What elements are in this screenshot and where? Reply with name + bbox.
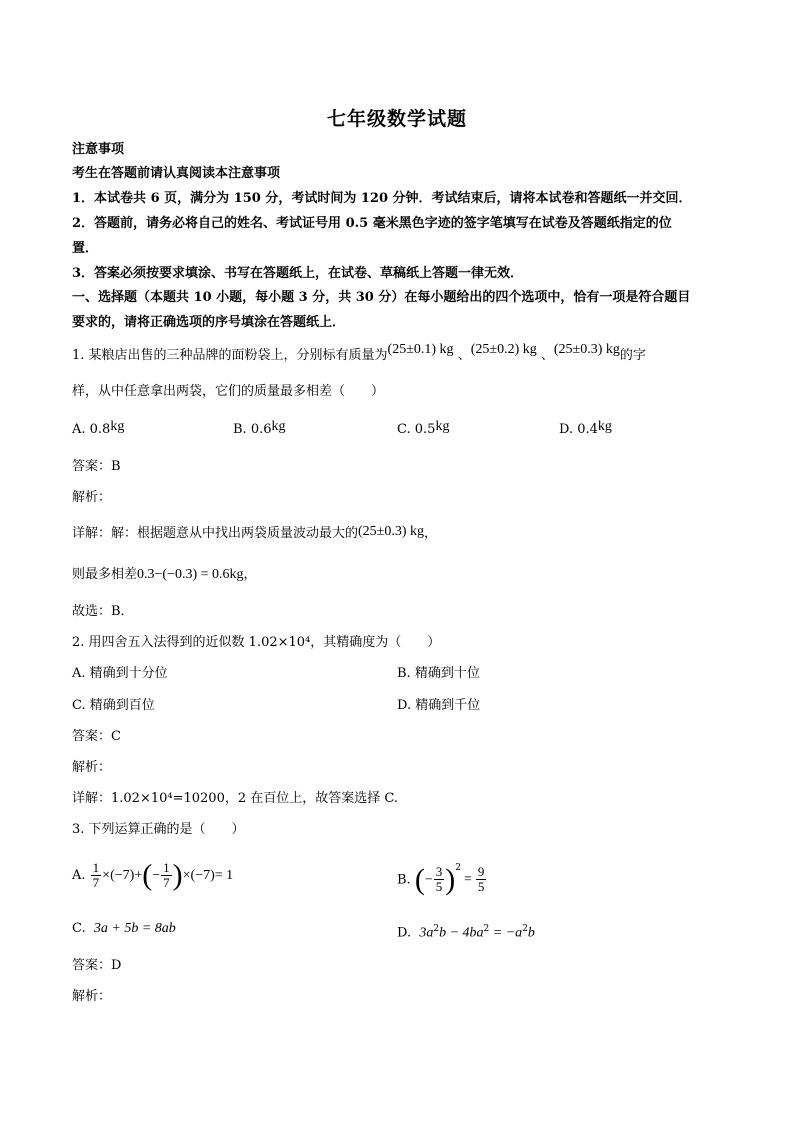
q1-choose: 故选：B．: [72, 604, 134, 619]
q1-sep-1: 、: [457, 348, 471, 363]
q3-d-term-3: = −a: [489, 925, 523, 941]
q1-option-a: [72, 421, 124, 439]
q3-a-frac-2: [161, 861, 172, 890]
q2-option-b: B. 精确到十位: [397, 666, 480, 681]
q1-sep-2: 、: [540, 348, 554, 363]
q1-stem-cont: 样，从中任意拿出两袋，它们的质量最多相差（ ）: [72, 384, 385, 399]
section-heading-cont: 要求的，请将正确选项的序号填涂在答题纸上．: [72, 315, 346, 330]
notice-item-1: 1．本试卷共 6 页，满分为 150 分，考试时间为 120 分钟．考试结束后，请将本试卷和答题纸一并交回．: [72, 191, 692, 206]
notice-sub: 考生在答题前请认真阅读本注意事项: [72, 166, 281, 181]
q1-option-d: [559, 421, 612, 439]
q3-a-result: = 1: [214, 868, 234, 883]
page-title: 七年级数学试题: [326, 108, 467, 130]
q1-option-c: [397, 421, 449, 439]
q3-a-plus: +: [134, 868, 143, 883]
q2-option-d: D. 精确到千位: [397, 698, 481, 713]
notice-item-3: 3．答案必须按要求填涂、书写在答题纸上，在试卷、草稿纸上答题一律无效．: [72, 266, 524, 281]
q2-detail: 详解：1.02×10⁴=10200，2 在百位上，故答案选择 C.: [72, 791, 398, 806]
section-heading: 一、选择题（本题共 10 小题，每小题 3 分，共 30 分）在每小题给出的四个选项中，恰有一项是符合题目: [72, 290, 691, 305]
q1-mass-3: (25±0.3) kg: [553, 342, 620, 357]
q1-option-a-text: A. 0.8: [72, 422, 111, 437]
q1-option-c-text: C. 0.5: [397, 422, 436, 437]
q1-option-d-unit: kg: [597, 419, 612, 434]
q3-option-a-label: A.: [72, 868, 86, 883]
q3-b-rparen: ): [445, 862, 456, 896]
q3-option-c-label: C.: [72, 921, 86, 936]
q3-d-term-4: b: [527, 925, 535, 941]
q2-analysis: 解析：: [72, 760, 112, 775]
q3-option-d-label: D.: [397, 925, 412, 941]
q3-option-d: [397, 920, 535, 942]
q1-stem-tail: 的字: [619, 348, 646, 363]
q3-b-frac-2-den: 5: [477, 879, 485, 895]
q1-detail-calc-text: 则最多相差: [72, 567, 138, 582]
q1-detail-expr: 0.3−(−0.3) = 0.6kg: [137, 567, 244, 582]
q2-stem: 2. 用四舍五入法得到的近似数 1.02×10⁴，其精确度为（ ）: [72, 635, 441, 650]
q3-a-frac-1-den: 7: [92, 875, 100, 890]
q3-a-frac-2-num: 1: [163, 860, 170, 875]
q3-d-term-1: 3a: [419, 925, 434, 941]
notice-item-2: 2．答题前，请务必将自己的姓名、考试证号用 0.5 毫米黑色字迹的签字笔填写在试卷及答题纸指定的位: [72, 216, 672, 231]
q3-d-term-2: b − 4ba: [439, 925, 484, 941]
q3-a-frac-1: [91, 861, 102, 890]
notice-heading: 注意事项: [72, 142, 125, 157]
q3-answer: 答案：D: [72, 958, 122, 973]
q1-option-d-text: D. 0.4: [559, 422, 598, 437]
q1-detail-mass: (25±0.3) kg: [358, 524, 425, 539]
notice-item-2-cont: 置．: [72, 241, 99, 256]
q1-mass-1: (25±0.1) kg: [387, 342, 454, 357]
q3-stem: 3. 下列运算正确的是（ ）: [72, 822, 245, 837]
q1-option-c-unit: kg: [435, 419, 450, 434]
q3-b-frac-1: [434, 865, 445, 894]
q3-d-exp-1: 2: [433, 924, 440, 934]
q3-option-b-label: B.: [397, 872, 411, 888]
q1-option-b: [233, 421, 286, 439]
q3-analysis: 解析：: [72, 989, 112, 1004]
q1-option-a-unit: kg: [110, 419, 125, 434]
q3-a-times-2: ×: [182, 868, 191, 883]
q3-option-a: [72, 856, 233, 896]
q1-detail-text: 详解：解：根据题意从中找出两袋质量波动最大的: [72, 526, 359, 541]
q1-detail-calc: [72, 566, 257, 584]
q1-option-b-unit: kg: [271, 419, 286, 434]
q3-b-minus: −: [424, 872, 433, 888]
q3-a-minus: −: [152, 868, 161, 883]
q3-b-equals: =: [463, 872, 472, 888]
q3-a-neg-seven-1: (−7): [110, 868, 135, 883]
q1-detail-tail: ，: [424, 526, 438, 541]
q3-a-lparen: (: [142, 858, 153, 892]
q3-a-frac-2-den: 7: [163, 875, 170, 890]
q2-option-a: A. 精确到十分位: [72, 666, 168, 681]
q2-answer: 答案：C: [72, 729, 121, 744]
q1-mass-2: (25±0.2) kg: [470, 342, 537, 357]
q1-detail: [72, 525, 437, 543]
q3-b-lparen: (: [414, 862, 425, 896]
q3-a-frac-1-num: 1: [92, 860, 100, 875]
q3-b-frac-2-num: 9: [477, 864, 485, 880]
q1-stem-text: 1. 某粮店出售的三种品牌的面粉袋上，分别标有质量为: [72, 348, 388, 363]
q3-a-neg-seven-2: (−7): [190, 868, 215, 883]
q1-answer: 答案：B: [72, 459, 121, 474]
q3-b-frac-1-num: 3: [435, 864, 443, 880]
q1-option-b-text: B. 0.6: [233, 422, 272, 437]
q3-a-rparen: ): [172, 858, 183, 892]
q3-option-c-expr: 3a + 5b = 8ab: [93, 921, 176, 936]
q3-b-frac-2: [476, 865, 487, 894]
q2-option-c: C. 精确到百位: [72, 698, 155, 713]
q3-option-b: [397, 856, 487, 900]
q1-analysis: 解析：: [72, 490, 112, 505]
q3-option-c: [72, 920, 176, 938]
q3-a-times-1: ×: [102, 868, 111, 883]
q1-detail-calc-tail: ，: [243, 567, 257, 582]
q3-b-frac-1-den: 5: [435, 879, 443, 895]
q3-d-exp-2: 2: [483, 924, 490, 934]
q3-b-exponent: 2: [455, 863, 461, 873]
q3-d-exp-3: 2: [522, 924, 528, 934]
q1-stem: [72, 342, 646, 365]
